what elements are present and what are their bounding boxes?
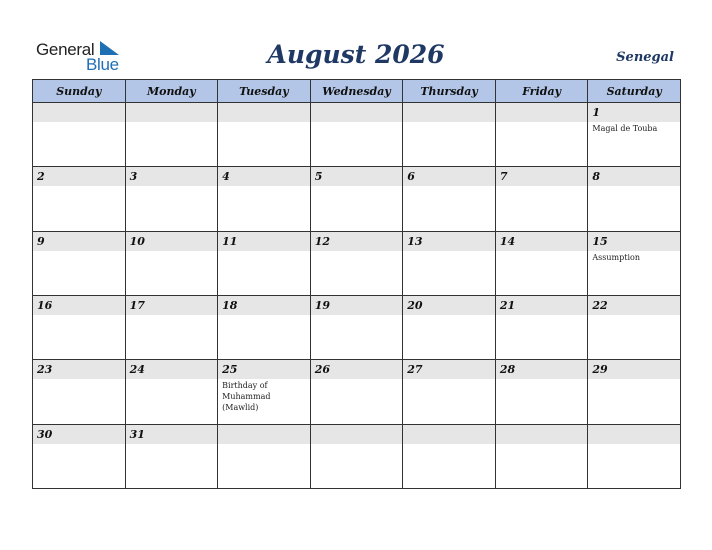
weekday-header: Monday <box>125 80 218 103</box>
day-cell <box>403 360 496 424</box>
day-number <box>496 103 588 122</box>
day-number: 2 <box>33 167 125 186</box>
week-row <box>33 424 681 488</box>
holiday-label <box>33 315 125 316</box>
day-number: 18 <box>218 296 310 315</box>
holiday-label <box>126 251 218 252</box>
day-number: 26 <box>311 360 403 379</box>
holiday-label <box>218 444 310 445</box>
holiday-label <box>403 251 495 252</box>
day-number: 15 <box>588 232 680 251</box>
holiday-label <box>311 444 403 445</box>
day-number <box>311 103 403 122</box>
holiday-label <box>126 379 218 380</box>
day-cell <box>495 103 588 167</box>
day-number: 13 <box>403 232 495 251</box>
holiday-label <box>126 444 218 445</box>
weekday-header-row <box>33 80 681 103</box>
holiday-label <box>33 251 125 252</box>
holiday-label <box>218 251 310 252</box>
day-cell <box>218 103 311 167</box>
day-cell <box>218 295 311 359</box>
holiday-label <box>311 379 403 380</box>
day-cell <box>403 103 496 167</box>
day-number: 19 <box>311 296 403 315</box>
day-number <box>588 425 680 444</box>
day-cell <box>125 167 218 231</box>
day-number: 14 <box>496 232 588 251</box>
holiday-label <box>588 379 680 380</box>
weekday-header: Wednesday <box>310 80 403 103</box>
weekday-header: Thursday <box>403 80 496 103</box>
day-number: 16 <box>33 296 125 315</box>
holiday-label: Assumption <box>592 252 640 262</box>
day-cell <box>588 167 681 231</box>
week-row <box>33 360 681 424</box>
day-cell <box>403 167 496 231</box>
week-row <box>33 103 681 167</box>
day-number <box>218 103 310 122</box>
calendar-title: August 2026 <box>267 40 445 69</box>
holiday-label <box>33 186 125 187</box>
day-number <box>218 425 310 444</box>
day-cell <box>310 295 403 359</box>
day-cell <box>403 295 496 359</box>
holiday-label <box>311 122 403 123</box>
day-cell <box>310 424 403 488</box>
holiday-label <box>403 444 495 445</box>
holiday-label <box>588 444 680 445</box>
day-cell <box>33 295 126 359</box>
holiday-label: Magal de Touba <box>592 124 658 133</box>
day-number: 4 <box>218 167 310 186</box>
day-cell <box>588 231 681 295</box>
day-cell <box>33 231 126 295</box>
day-cell <box>33 167 126 231</box>
day-number <box>311 425 403 444</box>
day-number: 9 <box>33 232 125 251</box>
day-cell <box>495 231 588 295</box>
day-number: 12 <box>311 232 403 251</box>
holiday-label <box>311 315 403 316</box>
weekday-header: Sunday <box>33 80 126 103</box>
day-cell <box>218 231 311 295</box>
week-row <box>33 167 681 231</box>
day-cell <box>588 103 681 167</box>
day-cell <box>310 231 403 295</box>
day-number: 30 <box>33 425 125 444</box>
holiday-label <box>126 186 218 187</box>
day-cell <box>310 103 403 167</box>
holiday-label <box>33 122 125 123</box>
day-cell <box>495 167 588 231</box>
calendar-grid <box>32 79 681 489</box>
day-cell <box>218 424 311 488</box>
holiday-label <box>403 315 495 316</box>
day-cell <box>218 167 311 231</box>
day-cell <box>495 295 588 359</box>
holiday-label <box>403 122 495 123</box>
day-number: 23 <box>33 360 125 379</box>
day-cell <box>218 360 311 424</box>
day-cell <box>125 231 218 295</box>
day-number: 25 <box>218 360 310 379</box>
holiday-label <box>33 379 125 380</box>
holiday-label <box>218 122 310 123</box>
holiday-label <box>496 444 588 445</box>
holiday-label <box>126 122 218 123</box>
day-number: 10 <box>126 232 218 251</box>
day-number: 17 <box>126 296 218 315</box>
day-number <box>403 103 495 122</box>
holiday-label: Birthday of Muhammad (Mawlid) <box>222 381 271 413</box>
day-number: 3 <box>126 167 218 186</box>
holiday-label <box>496 379 588 380</box>
week-row <box>33 231 681 295</box>
day-cell <box>33 360 126 424</box>
holiday-label <box>218 186 310 187</box>
day-number: 29 <box>588 360 680 379</box>
day-cell <box>125 295 218 359</box>
holiday-label <box>33 444 125 445</box>
day-number <box>403 425 495 444</box>
day-number: 27 <box>403 360 495 379</box>
day-number: 8 <box>588 167 680 186</box>
day-number: 7 <box>496 167 588 186</box>
day-cell <box>33 424 126 488</box>
week-row <box>33 295 681 359</box>
holiday-label <box>218 315 310 316</box>
logo-word-general: General <box>36 40 95 59</box>
day-number <box>33 103 125 122</box>
day-cell <box>125 424 218 488</box>
holiday-label <box>496 122 588 123</box>
holiday-label <box>126 315 218 316</box>
day-number <box>496 425 588 444</box>
holiday-label <box>588 315 680 316</box>
day-cell <box>588 295 681 359</box>
day-number: 6 <box>403 167 495 186</box>
day-number: 5 <box>311 167 403 186</box>
logo-word-blue: Blue <box>86 55 119 74</box>
day-cell <box>310 167 403 231</box>
weekday-header: Tuesday <box>218 80 311 103</box>
day-number: 11 <box>218 232 310 251</box>
day-number: 22 <box>588 296 680 315</box>
day-cell <box>403 424 496 488</box>
holiday-label <box>496 315 588 316</box>
holiday-label <box>403 379 495 380</box>
day-number: 28 <box>496 360 588 379</box>
day-cell <box>588 424 681 488</box>
holiday-label <box>311 186 403 187</box>
day-number: 24 <box>126 360 218 379</box>
country-label: Senegal <box>616 50 674 65</box>
day-number: 1 <box>588 103 680 122</box>
holiday-label <box>496 251 588 252</box>
weekday-header: Saturday <box>588 80 681 103</box>
holiday-label <box>588 186 680 187</box>
holiday-label <box>403 186 495 187</box>
day-cell <box>125 103 218 167</box>
day-cell <box>495 360 588 424</box>
holiday-label <box>496 186 588 187</box>
day-number: 31 <box>126 425 218 444</box>
day-cell <box>588 360 681 424</box>
day-cell <box>495 424 588 488</box>
day-cell <box>310 360 403 424</box>
day-cell <box>33 103 126 167</box>
day-cell <box>403 231 496 295</box>
day-number: 20 <box>403 296 495 315</box>
weekday-header: Friday <box>495 80 588 103</box>
day-number <box>126 103 218 122</box>
day-cell <box>125 360 218 424</box>
holiday-label <box>311 251 403 252</box>
day-number: 21 <box>496 296 588 315</box>
